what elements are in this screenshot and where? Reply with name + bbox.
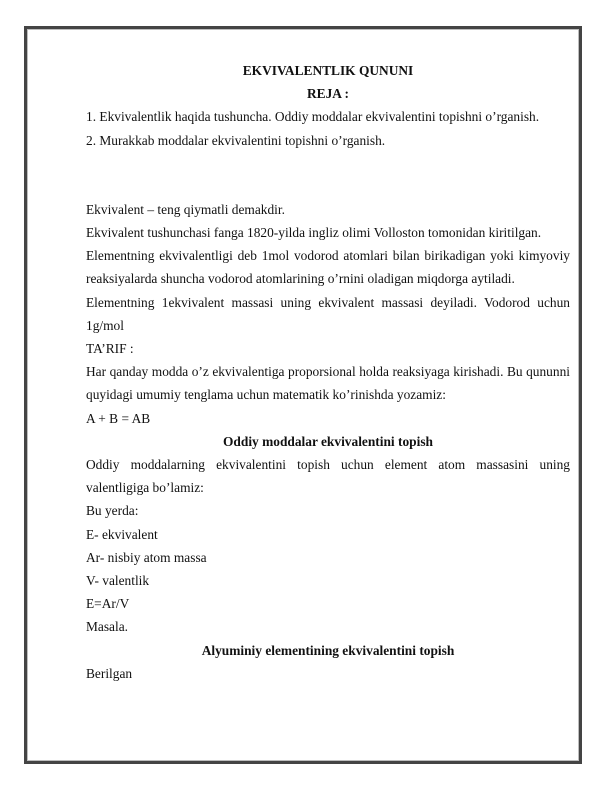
equation: A + B = AB: [86, 410, 151, 426]
paragraph-definition: Ekvivalent – teng qiymatli demakdir.: [86, 201, 285, 217]
paragraph-method: Oddiy moddalarning ekvivalentini topish uchun element atom massasini uning valentligiga bo’lamiz:: [86, 457, 570, 496]
formula: E=Ar/V: [86, 596, 130, 612]
section-heading-simple-substances: Oddiy moddalar ekvivalentini topish: [223, 433, 433, 449]
section-heading-aluminium: Alyuminiy elementining ekvivalentini topish: [201, 642, 455, 658]
blank-space: [86, 152, 570, 198]
plan-heading: REJA :: [306, 86, 350, 102]
legend-v: V- valentlik: [86, 573, 150, 589]
paragraph-law: Har qanday modda o’z ekvivalentiga proporsional holda reaksiyaga kirishadi. Bu qununni quyidagi umumiy tenglama uchun matematik ko’rinishda yozamiz:: [86, 364, 570, 403]
legend-e: E- ekvivalent: [86, 526, 158, 542]
document-body: [86, 59, 570, 685]
paragraph-equivalence: Elementning ekvivalentligi deb 1mol vodorod atomlari bilan birikadigan yoki kimyoviy reaksiyalarda shuncha vodorod atomlarining o’rnini oladigan miqdorga aytiladi.: [86, 248, 570, 287]
plan-item: 2. Murakkab moddalar ekvivalentini topishni o’rganish.: [86, 132, 386, 148]
problem-label: Masala.: [86, 619, 129, 635]
plan-item: 1. Ekvivalentlik haqida tushuncha. Oddiy moddalar ekvivalentini topishni o’rganish.: [86, 109, 540, 125]
document-title: EKVIVALENTLIK QUNUNI: [242, 63, 414, 78]
definition-label: TA’RIF :: [86, 341, 134, 357]
paragraph-where: Bu yerda:: [86, 503, 139, 519]
legend-ar: Ar- nisbiy atom massa: [86, 549, 207, 565]
given-label: Berilgan: [86, 665, 133, 681]
paragraph-equivalent-mass: Elementning 1ekvivalent massasi uning ekvivalent massasi deyiladi. Vodorod uchun 1g/mol: [86, 294, 570, 333]
paragraph-history: Ekvivalent tushunchasi fanga 1820-yilda ingliz olimi Volloston tomonidan kiritilgan.: [86, 225, 542, 241]
